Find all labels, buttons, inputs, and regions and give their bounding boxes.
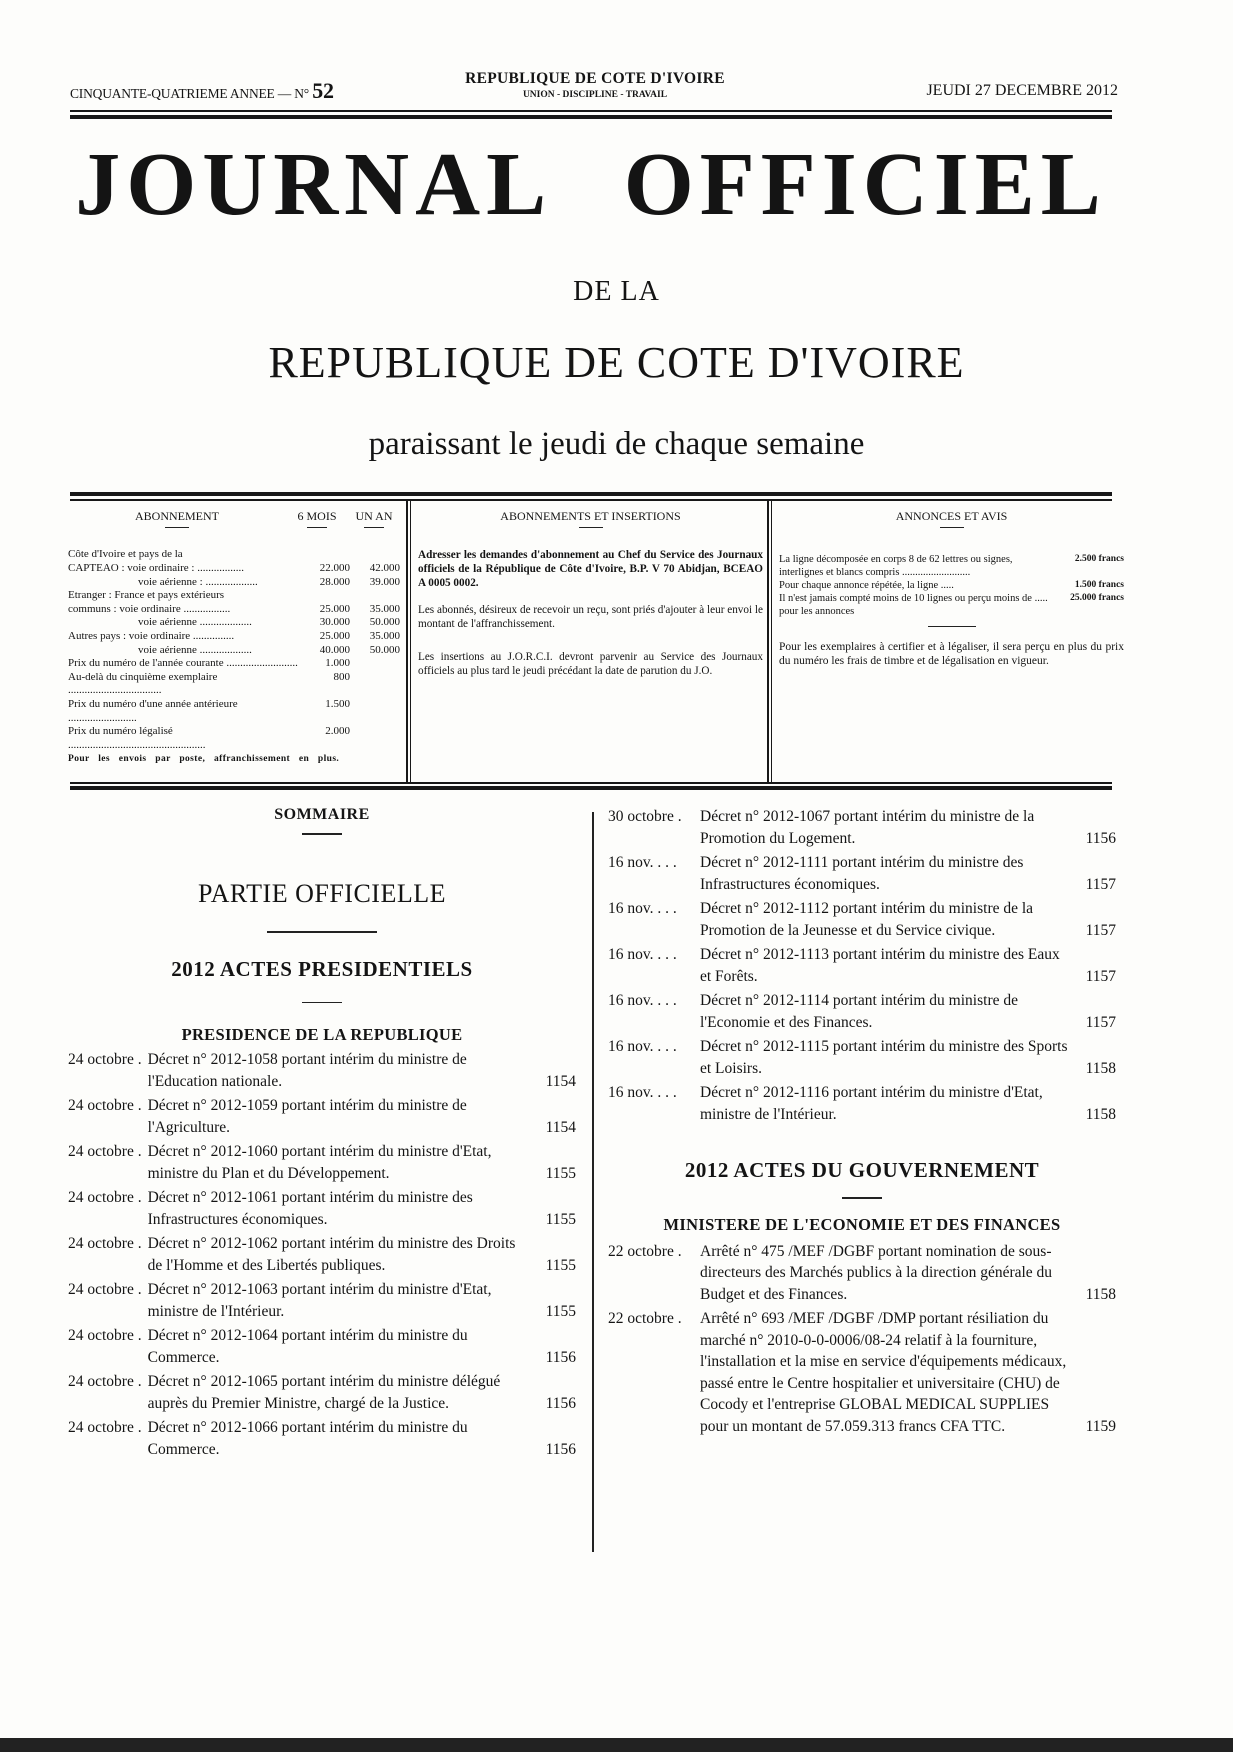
entry-date: 24 octobre . [68,1327,142,1344]
actes-presidentiels: 2012 ACTES PRESIDENTIELS [171,956,473,981]
subscription-rates-box [68,509,400,767]
issue-year [70,78,334,104]
subscription-label: Côte d'Ivoire et pays de la [68,548,183,561]
subscription-row [68,644,400,658]
subscription-row [68,562,400,576]
entry-date: 16 nov. . . . [608,992,677,1009]
entry-title: Décret n° 2012-1061 portant intérim du ministre des Infrastructures économiques. [147,1189,473,1228]
boxes-top-rule-thin [70,499,1112,501]
entry-page: 1158 [1085,1105,1116,1123]
actes-rule [302,1002,342,1004]
announcement-rates [779,553,1124,618]
left-entries [68,1049,576,1460]
insertions-receipt: Les abonnés, désireux de recevoir un reçu, sont priés d'ajouter à leur envoi le montant de l'affranchissement. [418,604,763,630]
entry-title: Arrêté n° 693 /MEF /DGBF /DMP portant résiliation du marché n° 2010-0-0-0006/08-24 relatif à la fourniture, l'installation et la mise en service d'équipements médicaux, passé entre le Centre hospitalier et universitaire (CHU) de Cocody et l'entreprise GLOBAL MEDICAL SUPPLIES pour un montant de 57.059.313 francs CFA TTC. [700,1310,1067,1435]
entry-date: 24 octobre . [68,1419,142,1436]
entry-title: Décret n° 2012-1058 portant intérim du ministre de l'Education nationale. [147,1051,467,1090]
subscription-6mois: 25.000 [319,602,350,615]
sommaire-entry [608,806,1116,849]
subscription-label: Prix du numéro légalisé .................................................. [68,725,206,751]
entry-date: 16 nov. . . . [608,854,677,871]
sommaire-entry [68,1371,576,1414]
subscription-row [68,657,400,671]
entry-title: Décret n° 2012-1059 portant intérim du ministre de l'Agriculture. [147,1097,467,1136]
subscription-1an: 35.000 [369,629,400,642]
subscription-6mois: 800 [333,670,350,683]
box-divider-1b [410,500,411,782]
subscription-6mois [300,589,350,603]
subscription-label: CAPTEAO : voie ordinaire : ................. [68,561,244,574]
subscription-row [68,603,400,617]
entry-page: 1158 [1085,1059,1116,1077]
postage-note: Pour les envois par poste, affranchissement en plus. [68,754,340,765]
entry-page: 1157 [1085,967,1116,985]
issue-date: JEUDI 27 DECEMBRE 2012 [926,82,1118,99]
republic-name: REPUBLIQUE DE COTE D'IVOIRE [465,70,725,87]
issue-year-label: CINQUANTE-QUATRIEME ANNEE — N° [70,86,309,101]
insertions-deadline: Les insertions au J.O.R.C.I. devront parvenir au Service des Journaux officiels au plus tard le jeudi précédant la date de parution du J.O. [418,651,763,677]
entry-date: 16 nov. . . . [608,900,677,917]
subscription-1an [350,589,400,603]
subscription-6mois: 40.000 [319,643,350,656]
insertions-box [418,509,763,767]
subscription-6mois: 25.000 [319,629,350,642]
subscription-1an: 50.000 [369,643,400,656]
insertions-heading: ABONNEMENTS ET INSERTIONS [418,509,763,528]
announcement-price: 25.000 francs [1070,593,1124,604]
col-6mois: 6 MOIS [286,509,348,528]
announcement-row [779,592,1124,618]
entry-date: 24 octobre . [68,1235,142,1252]
subscription-label: communs : voie ordinaire ................. [68,602,231,615]
subscription-1an: 42.000 [369,561,400,574]
subscription-col-heads [68,509,400,528]
announcements-divider [928,626,976,627]
sommaire-entry [608,1308,1116,1437]
entry-title: Décret n° 2012-1114 portant intérim du ministre de l'Economie et des Finances. [700,992,1018,1031]
publication-frequency: paraissant le jeudi de chaque semaine [368,426,865,462]
sommaire-entry [68,1417,576,1460]
entry-page: 1155 [545,1210,576,1228]
boxes-bottom-rule [70,786,1112,790]
journal-title: JOURNAL OFFICIEL [75,135,1107,234]
subscription-label: voie aérienne ................... [138,643,252,656]
boxes-top-rule [70,492,1112,496]
subscription-label: Prix du numéro d'une année antérieure ......................... [68,697,238,724]
sommaire-entry [608,1082,1116,1125]
announcement-text: Il n'est jamais compté moins de 10 lignes ou perçu moins de ..... pour les annonces [779,593,1048,618]
subscription-label: Prix du numéro de l'année courante .......................... [68,657,298,670]
sommaire-heading: SOMMAIRE [274,806,370,823]
entry-title: Décret n° 2012-1067 portant intérim du ministre de la Promotion du Logement. [700,808,1035,847]
subscription-1an: 50.000 [369,616,400,629]
entry-title: Décret n° 2012-1066 portant intérim du ministre du Commerce. [147,1419,468,1458]
entry-title: Décret n° 2012-1111 portant intérim du ministre des Infrastructures économiques. [700,854,1024,893]
entry-page: 1155 [545,1164,576,1182]
entry-page: 1157 [1085,1013,1116,1031]
republic-header [445,70,745,100]
subscription-label: Autres pays : voie ordinaire ............... [68,629,235,642]
subscription-6mois: 22.000 [319,561,350,574]
column-divider [592,812,594,1552]
entry-title: Décret n° 2012-1116 portant intérim du ministre d'Etat, ministre de l'Intérieur. [700,1084,1043,1123]
subscription-row [68,630,400,644]
entry-date: 24 octobre . [68,1189,142,1206]
motto: UNION - DISCIPLINE - TRAVAIL [522,90,668,100]
entry-date: 16 nov. . . . [608,1084,677,1101]
gouv-rule [842,1197,882,1199]
entry-page: 1154 [545,1118,576,1136]
sommaire-entry [608,898,1116,941]
certification-note: Pour les exemplaires à certifier et à légaliser, il sera perçu en plus du prix du numéro les frais de timbre et de légalisation en vigueur. [779,641,1124,667]
partie-rule [267,931,377,933]
entry-title: Décret n° 2012-1115 portant intérim du ministre des Sports et Loisirs. [700,1038,1068,1077]
subscription-row [68,698,400,725]
announcement-text: La ligne décomposée en corps 8 de 62 lettres ou signes, interlignes et blancs compris .......................... [779,554,1013,579]
subscription-row [68,616,400,630]
sommaire-entry [608,944,1116,987]
subscription-1an [350,698,400,725]
de-la: DE LA [573,276,660,307]
sommaire-entry [68,1325,576,1368]
sommaire-entry [608,1241,1116,1306]
sommaire-entry [68,1049,576,1092]
entry-date: 24 octobre . [68,1097,142,1114]
country-title: REPUBLIQUE DE COTE D'IVOIRE [268,338,965,387]
announcement-price: 2.500 francs [1074,554,1124,565]
subscription-label: Au-delà du cinquième exemplaire .................................. [68,670,218,697]
sommaire-entry [68,1187,576,1230]
subscription-row [68,725,400,752]
entry-date: 24 octobre . [68,1373,142,1390]
subscription-row [68,548,400,562]
entry-title: Décret n° 2012-1062 portant intérim du ministre des Droits de l'Homme et des Libertés publiques. [147,1235,516,1274]
entry-date: 22 octobre . [608,1242,682,1260]
subscription-6mois: 1.500 [325,697,350,710]
subscription-row [68,576,400,590]
subscription-label: Etranger : France et pays extérieurs [68,589,225,602]
annonces-heading: ANNONCES ET AVIS [779,509,1124,528]
issue-number: 52 [312,78,334,103]
entry-page: 1155 [545,1302,576,1320]
box-divider-1 [406,500,408,782]
presidence-heading: PRESIDENCE DE LA REPUBLIQUE [181,1025,463,1044]
ministere-heading: MINISTERE DE L'ECONOMIE ET DES FINANCES [663,1214,1061,1234]
sommaire-rule [302,833,342,835]
entry-page: 1155 [545,1256,576,1274]
entry-page: 1156 [545,1394,576,1412]
announcement-price: 1.500 francs [1074,580,1124,591]
subscription-label: voie aérienne : ................... [138,575,258,588]
entry-page: 1157 [1085,921,1116,939]
entry-title: Décret n° 2012-1065 portant intérim du ministre délégué auprès du Premier Ministre, chargé de la Justice. [147,1373,501,1412]
entry-title: Décret n° 2012-1112 portant intérim du ministre de la Promotion de la Jeunesse et du Service civique. [700,900,1034,939]
abonnement-heading: ABONNEMENT [68,509,286,528]
entry-date: 24 octobre . [68,1281,142,1298]
col-1an: UN AN [348,509,400,528]
insertions-address: Adresser les demandes d'abonnement au Chef du Service des Journaux officiels de la République de Côte d'Ivoire, B.P. V 70 Abidjan, BCEAO A 0005 0002. [418,549,763,589]
entry-title: Décret n° 2012-1113 portant intérim du ministre des Eaux et Forêts. [700,946,1060,985]
boxes-bottom-rule-thin [70,782,1112,784]
sommaire-entry [68,1233,576,1276]
sommaire-entry [608,1036,1116,1079]
entry-page: 1156 [545,1348,576,1366]
entry-title: Décret n° 2012-1060 portant intérim du ministre d'Etat, ministre du Plan et du Développement. [147,1143,492,1182]
sommaire-right-column [608,806,1116,1440]
announcement-row [779,553,1124,579]
sommaire-left-column [68,806,576,1463]
announcement-text: Pour chaque annonce répétée, la ligne ..... [779,580,954,592]
entry-title: Décret n° 2012-1064 portant intérim du ministre du Commerce. [147,1327,468,1366]
subscription-6mois: 30.000 [319,616,350,629]
entry-date: 16 nov. . . . [608,946,677,963]
entry-date: 24 octobre . [68,1143,142,1160]
sommaire-entry [608,852,1116,895]
entry-page: 1156 [1085,829,1116,847]
header-rule-thin [70,110,1112,112]
entry-date: 24 octobre . [68,1051,142,1068]
entry-page: 1157 [1085,875,1116,893]
subscription-1an [350,548,400,562]
sommaire-entry [68,1095,576,1138]
subscription-label: voie aérienne ................... [138,616,252,629]
sommaire-entry [608,990,1116,1033]
subscription-1an [350,671,400,698]
subscription-1an: 39.000 [369,575,400,588]
subscription-1an [350,657,400,671]
subscription-rows [68,548,400,752]
entry-title: Décret n° 2012-1063 portant intérim du ministre d'Etat, ministre de l'Intérieur. [147,1281,492,1320]
entry-date: 30 octobre . [608,808,682,825]
partie-officielle: PARTIE OFFICIELLE [198,878,446,908]
entry-title: Arrêté n° 475 /MEF /DGBF portant nomination de sous-directeurs des Marchés publics à la direction générale du Budget et des Finances. [700,1242,1053,1303]
subscription-6mois: 1.000 [325,657,350,670]
sommaire-entry [68,1279,576,1322]
announcements-box [779,509,1124,767]
gouv-entries [608,1241,1116,1438]
entry-page: 1158 [1085,1285,1116,1303]
entry-date: 22 octobre . [608,1310,682,1327]
subscription-1an [350,725,400,752]
actes-gouvernement: 2012 ACTES DU GOUVERNEMENT [684,1158,1040,1182]
entry-page: 1156 [545,1440,576,1458]
right-entries [608,806,1116,1125]
subscription-row [68,671,400,698]
subscription-6mois: 28.000 [319,575,350,588]
subscription-6mois: 2.000 [325,725,350,738]
subscription-row [68,589,400,603]
bottom-edge [0,1738,1233,1752]
subscription-6mois [300,548,350,562]
box-divider-2b [771,500,772,782]
entry-page: 1159 [1085,1417,1116,1435]
subscription-1an: 35.000 [369,602,400,615]
sommaire-entry [68,1141,576,1184]
entry-page: 1154 [545,1072,576,1090]
announcement-row [779,579,1124,592]
entry-date: 16 nov. . . . [608,1038,677,1055]
box-divider-2 [767,500,769,782]
header-rule-thick [70,115,1112,119]
